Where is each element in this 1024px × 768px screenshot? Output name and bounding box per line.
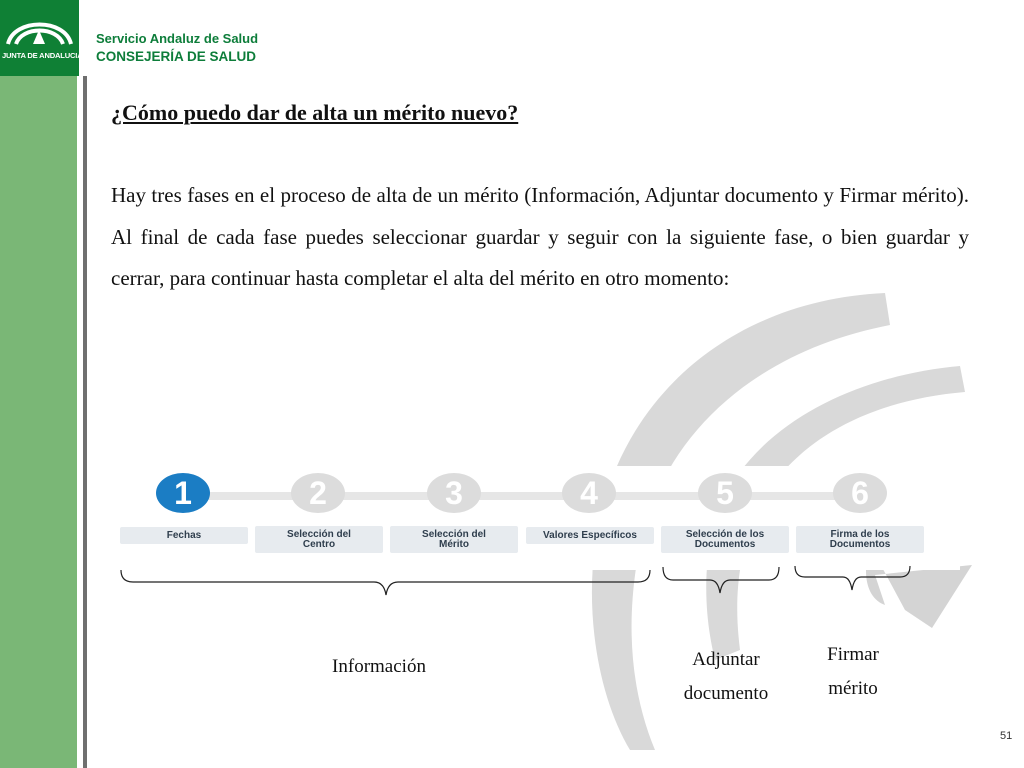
firmar-brace bbox=[795, 566, 910, 590]
step-3-circle[interactable]: 3 bbox=[427, 473, 481, 513]
step-1-circle[interactable]: 1 bbox=[156, 473, 210, 513]
page-title: ¿Cómo puedo dar de alta un mérito nuevo? bbox=[111, 100, 519, 125]
phase-adjuntar-label bbox=[666, 643, 786, 711]
step-2-label-text: Selección del Centro bbox=[287, 528, 351, 550]
phase-adjuntar-line1: Adjuntar bbox=[692, 649, 760, 670]
brand-consejeria: CONSEJERÍA DE SALUD bbox=[96, 49, 257, 64]
step-3-label-text: Selección del Mérito bbox=[422, 528, 486, 550]
page-number: 51 bbox=[1000, 730, 1013, 742]
brand-servicio-andaluz: Servicio Andaluz de Salud bbox=[96, 31, 259, 46]
phase-adjuntar-line2: documento bbox=[683, 683, 769, 704]
step-6-circle[interactable]: 6 bbox=[833, 473, 887, 513]
intro-paragraph: Hay tres fases en el proceso de alta de un mérito (Información, Adjuntar documento y Firmar mérito). Al final de cada fase puedes seleccionar guardar y seguir con la siguiente fase, o bien guardar y cerrar, para continuar hasta completar el alta del mérito en otro momento: bbox=[111, 183, 969, 290]
phase-informacion-label: Información bbox=[332, 656, 426, 677]
phase-firmar-label bbox=[797, 638, 909, 706]
step-6-label-text: Firma de los Documentos bbox=[829, 528, 891, 550]
phase-firmar-line1: Firmar bbox=[827, 644, 879, 665]
step-4-circle[interactable]: 4 bbox=[562, 473, 616, 513]
step-1-label-text: Fechas bbox=[166, 529, 202, 541]
adjuntar-brace bbox=[663, 567, 779, 593]
step-4-label-text: Valores Específicos bbox=[543, 529, 637, 541]
logo-text: JUNTA DE ANDALUCIA bbox=[2, 51, 83, 60]
step-2-circle[interactable]: 2 bbox=[291, 473, 345, 513]
step-5-label-text: Selección de los Documentos bbox=[685, 528, 765, 550]
informacion-brace bbox=[121, 570, 650, 595]
phase-firmar-line2: mérito bbox=[828, 678, 878, 699]
step-5-circle[interactable]: 5 bbox=[698, 473, 752, 513]
